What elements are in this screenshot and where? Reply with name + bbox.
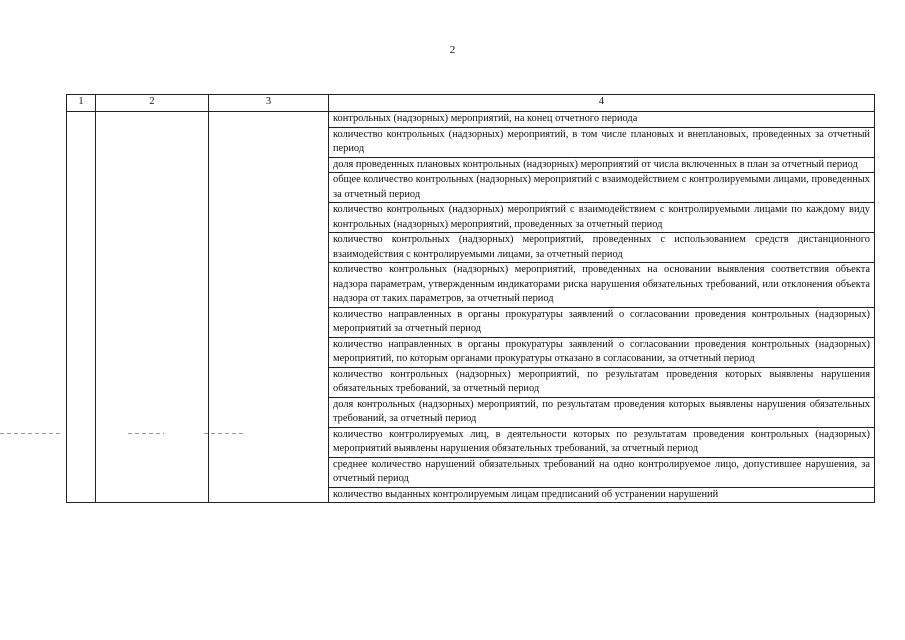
indicator-cell: количество контрольных (надзорных) мероприятий, по результатам проведения которых выявлены нарушения обязательных требований, за отчетный период [329, 367, 875, 397]
indicator-cell: доля проведенных плановых контрольных (надзорных) мероприятий от числа включенных в план за отчетный период [329, 157, 875, 173]
indicator-cell: количество контрольных (надзорных) мероприятий, проведенных на основании выявления соответствия объекта надзора параметрам, утвержденным индикаторами риска нарушения обязательных требований, или отклонения объекта надзора от таких параметров, за отчетный период [329, 263, 875, 308]
table-header-row [67, 95, 875, 112]
column-header-4: 4 [329, 95, 875, 112]
indicator-cell: доля контрольных (надзорных) мероприятий, по результатам проведения которых выявлены нарушения обязательных требований, за отчетный период [329, 397, 875, 427]
indicator-cell: контрольных (надзорных) мероприятий, на конец отчетного периода [329, 112, 875, 128]
indicator-cell: количество контрольных (надзорных) мероприятий с взаимодействием с контролируемыми лицами по каждому виду контрольных (надзорных) мероприятий, проведенных за отчетный период [329, 203, 875, 233]
column-header-3: 3 [209, 95, 329, 112]
indicator-cell: количество направленных в органы прокуратуры заявлений о согласовании проведения контрольных (надзорных) мероприятий, по которым органами прокуратуры отказано в согласовании, за отчетный период [329, 337, 875, 367]
indicator-cell: количество выданных контролируемым лицам предписаний об устранении нарушений [329, 487, 875, 503]
page-number: 2 [449, 44, 456, 56]
indicator-cell: среднее количество нарушений обязательных требований на одно контролируемое лицо, допустившее нарушения, за отчетный период [329, 457, 875, 487]
indicator-cell: общее количество контрольных (надзорных) мероприятий с взаимодействием с контролируемыми лицами, проведенных за отчетный период [329, 173, 875, 203]
empty-cell-col2 [96, 112, 209, 503]
table-row [67, 112, 875, 128]
empty-cell-col1 [67, 112, 96, 503]
column-header-2: 2 [96, 95, 209, 112]
indicator-cell: количество направленных в органы прокуратуры заявлений о согласовании проведения контрольных (надзорных) мероприятий за отчетный период [329, 307, 875, 337]
indicator-cell: количество контролируемых лиц, в деятельности которых по результатам проведения контрольных (надзорных) мероприятий выявлены нарушения обязательных требований, за отчетный период [329, 427, 875, 457]
indicator-cell: количество контрольных (надзорных) мероприятий, в том числе плановых и внеплановых, проведенных за отчетный период [329, 127, 875, 157]
scan-artifact-line [0, 433, 62, 434]
indicators-table [66, 94, 875, 503]
indicator-cell: количество контрольных (надзорных) мероприятий, проведенных с использованием средств дистанционного взаимодействия с контролируемыми лицами, за отчетный период [329, 233, 875, 263]
column-header-1: 1 [67, 95, 96, 112]
empty-cell-col3 [209, 112, 329, 503]
